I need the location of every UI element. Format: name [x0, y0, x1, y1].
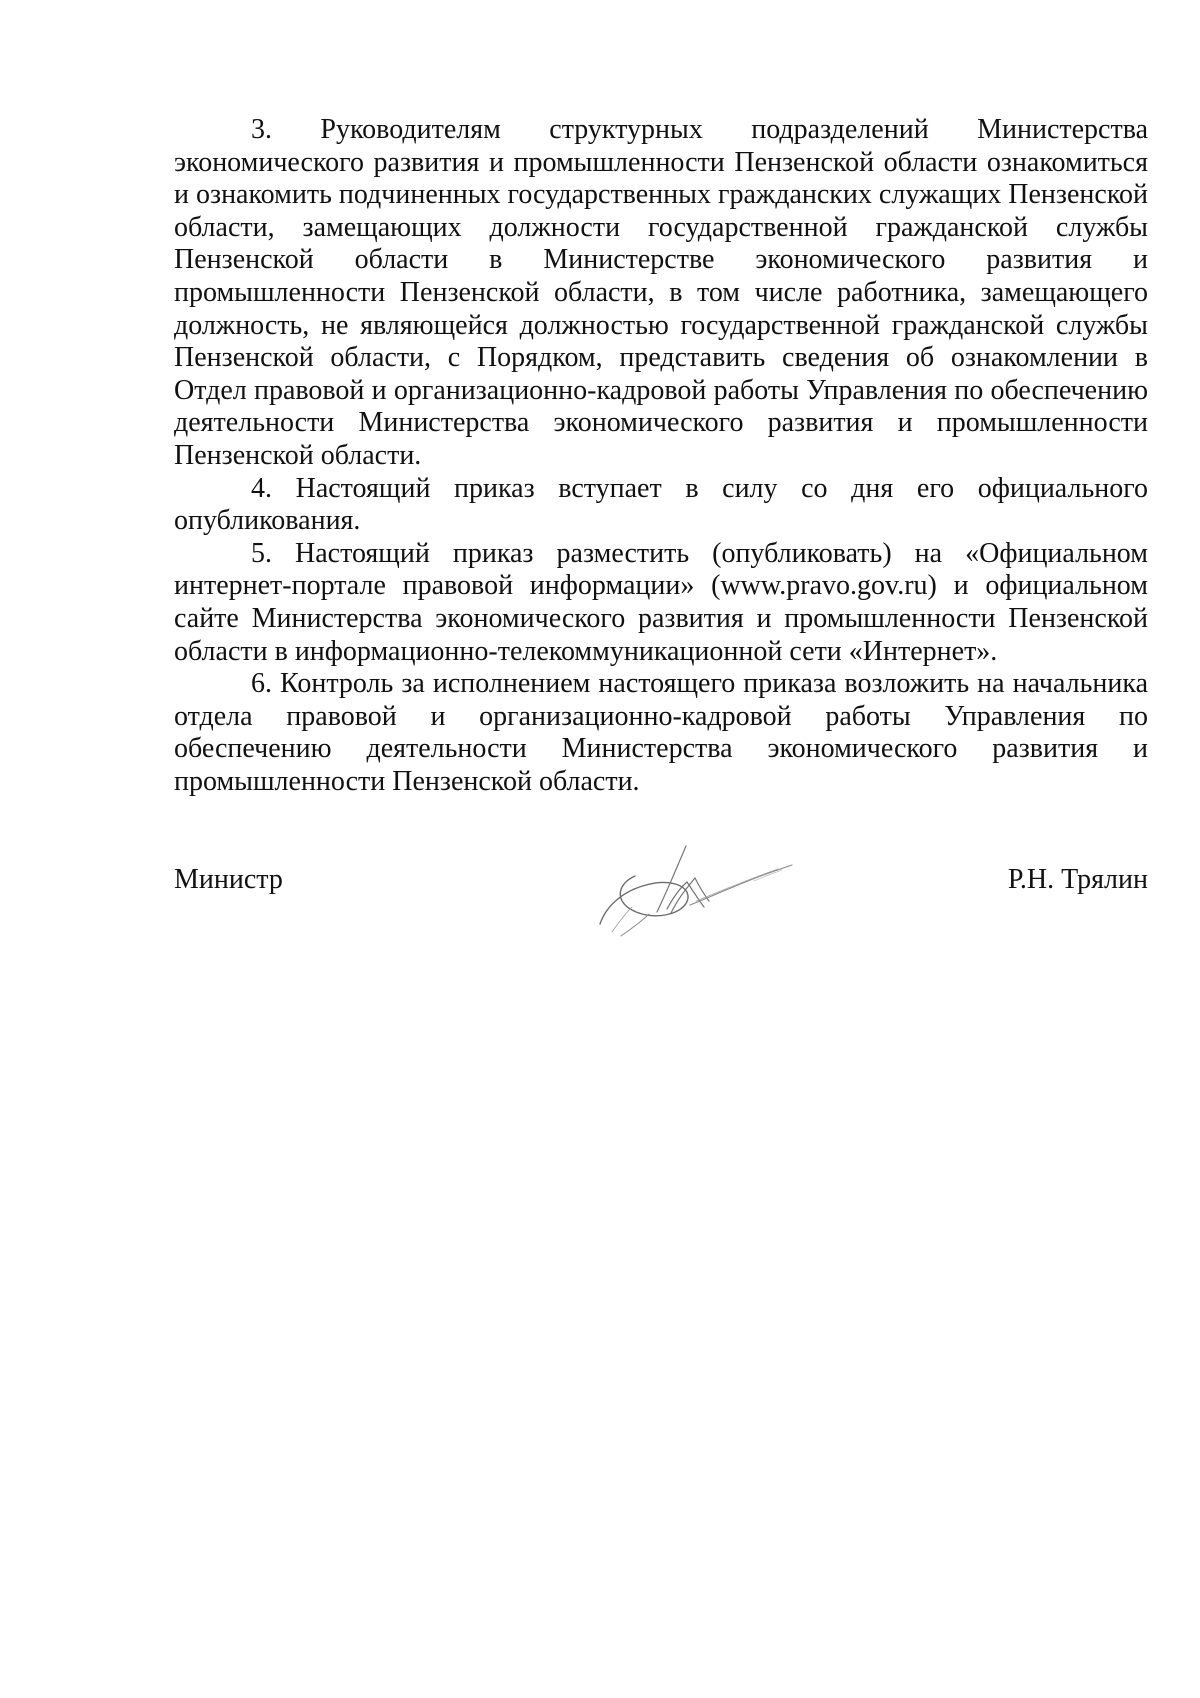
handwritten-signature-icon: [590, 834, 800, 944]
paragraph-6: 6. Контроль за исполнением настоящего приказа возложить на начальника отдела правовой и организационно-кадровой работы Управления по обеспечению деятельности Министерства экономического развития и промышленности Пензенской области.: [174, 668, 1148, 797]
paragraph-3: 3. Руководителям структурных подразделений Министерства экономического развития и промышленности Пензенской области ознакомиться и ознакомить подчиненных государственных гражданских служащих Пензенской области, замещающих должности государственной гражданской службы Пензенской области в Министерстве экономического развития и промышленности Пензенской области, в том числе работника, замещающего должность, не являющейся должностью государственной гражданской службы Пензенской области, с Порядком, представить сведения об ознакомлении в Отдел правовой и организационно-кадровой работы Управления по обеспечению деятельности Министерства экономического развития и промышленности Пензенской области.: [174, 114, 1148, 471]
document-body: [174, 114, 1148, 798]
signer-position: Министр: [174, 864, 283, 895]
paragraph-4: 4. Настоящий приказ вступает в силу со дня его официального опубликования.: [174, 472, 1148, 537]
signer-name: Р.Н. Трялин: [1007, 864, 1148, 895]
paragraph-5: 5. Настоящий приказ разместить (опубликовать) на «Официальном интернет-портале правовой информации» (www.pravo.gov.ru) и официальном сайте Министерства экономического развития и промышленности Пензенской области в информационно-телекоммуникационной сети «Интернет».: [174, 537, 1148, 667]
